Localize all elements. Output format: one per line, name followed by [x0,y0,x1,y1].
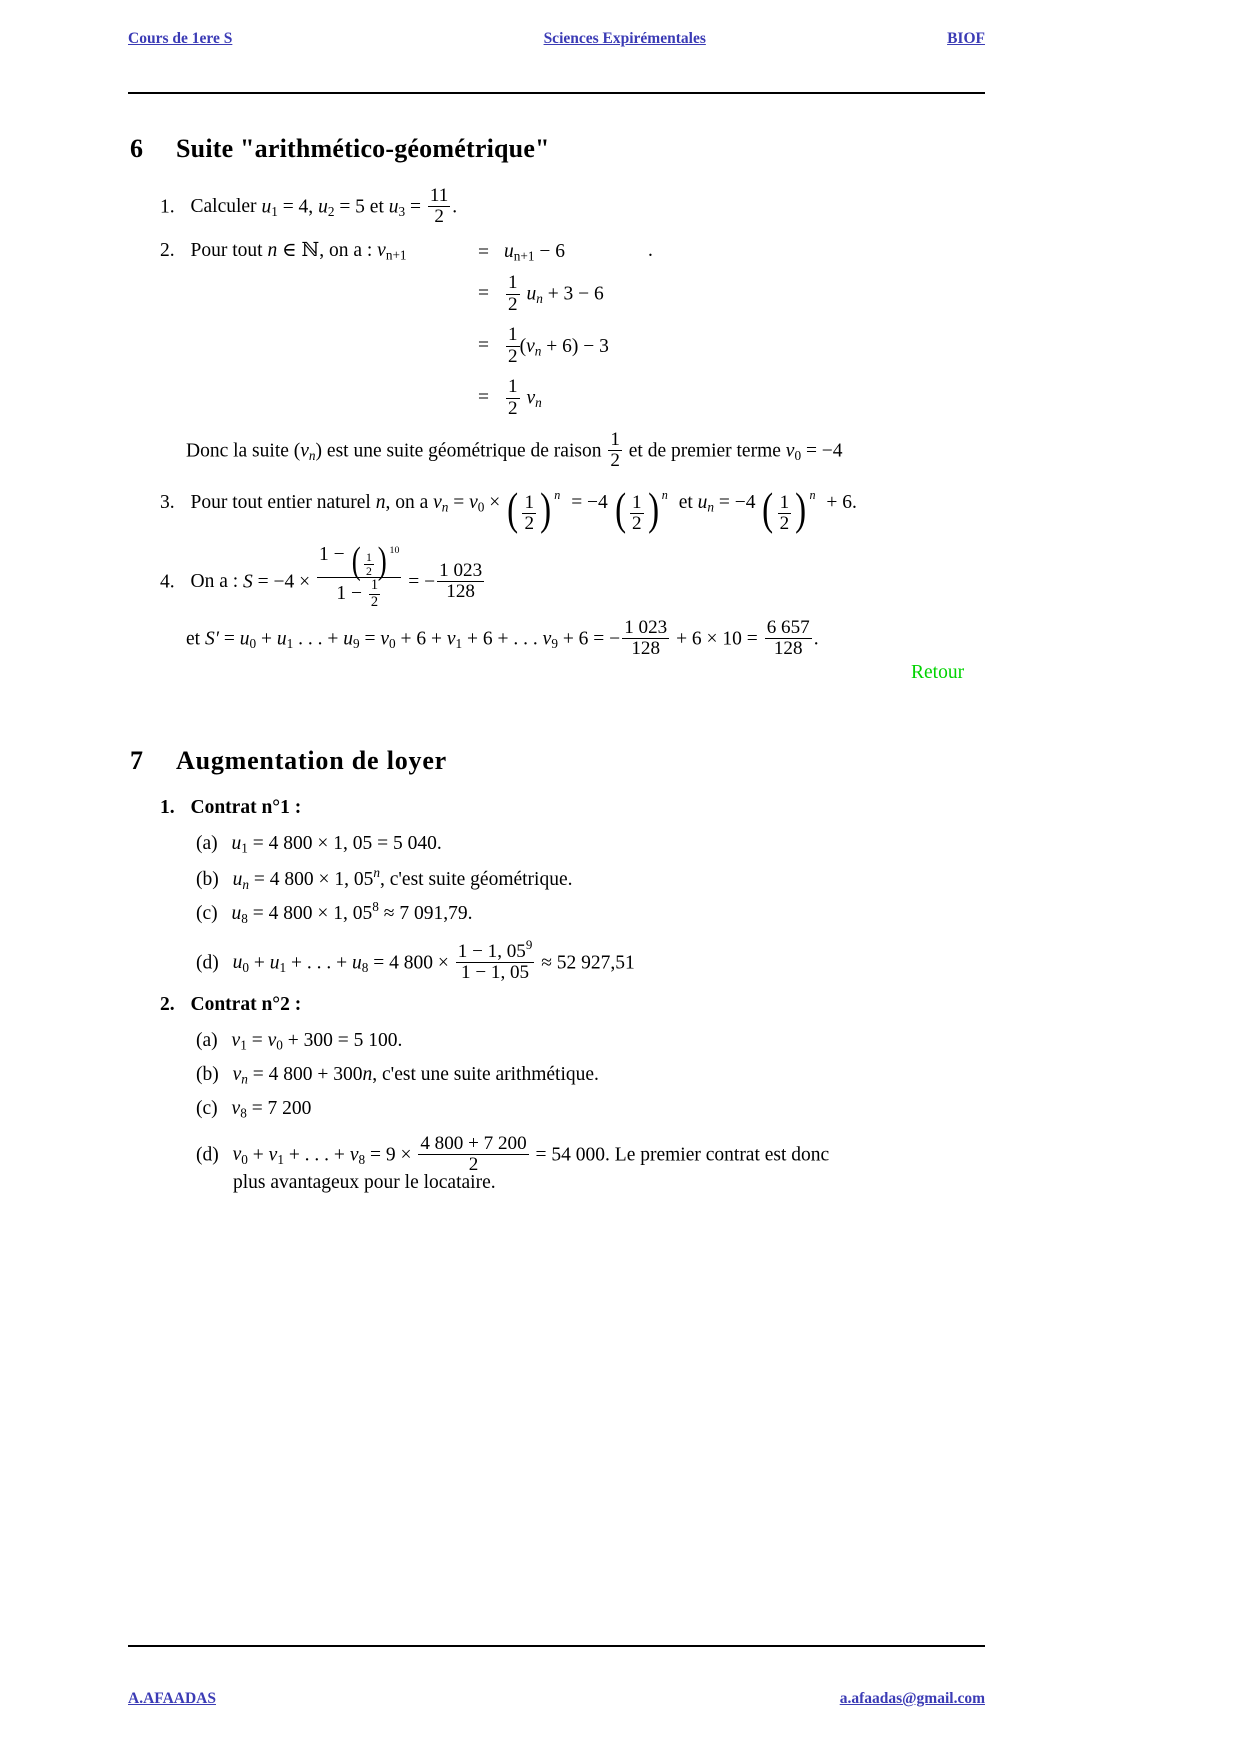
s6-item-2-text: Pour tout [190,240,263,261]
item-exponent: n [373,865,380,880]
eq-rhs: $\frac{1}{2}$ $u_n + 3 - 6$ [508,272,604,315]
s6-item-1-u2-sub: 2 [327,204,335,220]
section-heading-7 [130,746,447,776]
s6-item-1-u1: u [261,196,272,218]
inner-den: 2 [366,563,372,578]
seq-3: + 6 = − [562,628,621,650]
numerator-lead: 1 − [319,544,345,565]
eq-sign: = [478,242,489,263]
item-marker: (a) [196,833,218,854]
s6-item-4b-Sprime: S′ [204,628,219,650]
s6-item-4-eq-a: = −4 × [257,571,311,593]
item-marker: (b) [196,869,219,891]
v1-sub: 1 [455,636,463,652]
item-lhs-sub: 1 [240,1037,247,1053]
s6-item-1-eq1: = 4, [282,196,314,218]
s6-item-4b-frac-2 [765,618,812,660]
item-tail: , c'est une suite arithmétique. [372,1064,599,1085]
fraction-denominator: 2 [610,450,620,472]
s6-item-3-vn: v [433,491,442,513]
section-7-number: 7 [130,746,144,775]
fraction-numerator: 1 023 [624,617,668,638]
contract-1-marker: 1. [160,797,175,818]
inner-den: 2 [370,593,379,610]
eq-sign: = [478,335,489,356]
item-lhs2-sub: 1 [277,1152,284,1168]
footer-email[interactable]: a.afaadas@gmail.com [839,1690,985,1707]
item-lhs: v [231,1030,241,1051]
section-7-title: Augmentation de loyer [176,746,447,775]
s6-item-4b-v1: v [446,628,456,650]
s6-item-3-v0-sub: 0 [477,499,485,515]
s7-c2-item-d-line2: plus avantageux pour le locataire. [233,1172,496,1193]
s7-contract-2-heading [160,992,301,1018]
s6-item-4-main-fraction [317,541,401,610]
s6-item-1-u2: u [318,196,328,218]
s6-item-2-lead [160,238,407,265]
s6-item-4b-frac-1 [622,618,669,660]
contract-2-label: Contrat n°2 : [190,994,302,1015]
plus-1: + [260,628,272,650]
conclusion-text-c: et de premier terme [628,440,781,462]
retour-link[interactable]: Retour [911,662,965,683]
fraction-numerator [456,938,535,962]
item-rhs-sub: 0 [276,1037,283,1053]
item-lhs: u [232,869,243,891]
s6-item-4b [186,618,819,660]
s6-item-2-conclusion [186,430,843,472]
trailing-dot: . [648,240,653,261]
v9-sub: 9 [551,636,558,652]
fraction-numerator: 4 800 + 7 200 [420,1133,527,1154]
item-lhs: v [232,1064,242,1085]
fraction-numerator: 1 023 [439,560,483,582]
seq-1: + 6 + [400,628,442,650]
s6-item-1-fraction [428,186,450,228]
s6-item-3-text-c: et [678,491,693,513]
eq-sign: = [478,283,489,304]
eq-line-4 [478,372,609,424]
item-text-a: + [253,952,265,974]
item-marker: (a) [196,1030,218,1051]
s6-item-4b-u0: u [239,628,250,650]
s7-c1-item-a [196,831,442,858]
s6-item-3-vn-sub: n [441,499,449,515]
s6-item-3-n: n [375,491,386,513]
conclusion-text-b: ) est une suite géométrique de raison [315,440,602,462]
v0-sub: 0 [389,636,396,652]
item-text: = 4 800 × 1, 05 [253,869,374,891]
page-footer [128,1690,985,1708]
item-text: = [251,1030,263,1051]
s6-item-3-paren-1: ( $\frac{1}{2}$ ) $^n$ [507,483,561,535]
section-6-title: Suite "arithmético-géométrique" [176,134,550,163]
s6-item-4-eq-b: = − [408,571,436,593]
conclusion-v: v [300,440,309,462]
item-lhs2-sub: 1 [279,960,287,976]
s6-item-3 [160,483,857,535]
item-marker: (d) [196,952,219,974]
item-lhs-sub: n [242,876,249,892]
item-lhs3: u [352,952,362,974]
s7-c2-item-c [196,1096,311,1123]
s7-c2-item-a [196,1028,402,1055]
exponent-n: n [809,488,816,502]
u1-sub: 1 [286,636,294,652]
item-lhs: v [232,1144,242,1166]
s6-item-3-tail: + 6. [826,491,857,513]
end-period: . [813,628,819,650]
s6-item-2-marker: 2. [160,240,175,261]
eq-sign: = [478,387,489,408]
s6-item-2-set: ℕ [301,240,320,261]
s6-item-4-S: S [243,571,253,593]
s6-item-2-equations [478,238,609,424]
s6-item-4-marker: 4. [160,571,175,593]
s6-item-3-text-b: , on a [385,491,429,513]
item-lhs: u [232,952,243,974]
item-text: = 4 800 + 300 [252,1064,363,1085]
item-lhs-sub: 0 [241,1152,248,1168]
s6-item-4-result-fraction [437,561,484,603]
item-tail: ≈ 7 091,79. [383,903,473,925]
header-rule [128,92,985,94]
item-lhs2: u [269,952,280,974]
numerator-paren: ( $\frac{1}{2}$ ) $^{10}$ [351,541,400,583]
s6-item-3-text-a: Pour tout entier naturel [190,491,371,513]
item-text-a: + [252,1144,264,1166]
eq-line-1 [478,238,609,268]
item-lhs: u [231,903,242,925]
item-tail: + 300 = 5 100. [287,1030,403,1051]
item-lhs-sub: 1 [241,840,248,856]
s6-item-4b-v9: v [542,628,552,650]
fraction-denominator: 2 [418,1154,528,1175]
item-marker: (c) [196,903,218,925]
s6-item-3-eq-b: = −4 [571,491,608,513]
contract-2-marker: 2. [160,994,175,1015]
item-text: = 4 800 × 1, 05 = 5 040. [252,833,442,854]
s6-item-3-un-sub: n [707,499,715,515]
dots-1: . . . + [298,628,339,650]
item-lhs: v [231,1098,241,1119]
item-text-c: = 9 × [369,1144,412,1166]
fraction-denominator: 1 − 1, 05 [456,962,535,983]
s6-item-1-text: Calculer [190,196,257,218]
s6-item-1 [160,186,457,228]
s6-item-3-eq-c: = −4 [718,491,756,513]
s6-item-1-u1-sub: 1 [271,204,278,220]
header-right-link[interactable]: BIOF [947,30,985,47]
item-text: = 7 200 [251,1098,312,1119]
header-left-link[interactable]: Cours de 1ere S [128,30,233,47]
item-tail: ≈ 52 927,51 [541,952,635,974]
item-exponent: 8 [372,899,379,914]
s6-item-4-text-a: On a : [190,571,239,593]
s6-item-2-in-symbol: ∈ [282,240,297,261]
item-lhs2: v [268,1144,278,1166]
eq-b: = [364,628,376,650]
s6-item-3-paren-3: ( $\frac{1}{2}$ ) $^n$ [762,483,816,535]
exponent-n: n [554,488,561,502]
item-text-c: = 4 800 × [373,952,449,974]
s6-item-1-u3: u [388,196,399,218]
conclusion-fraction [608,430,622,472]
item-tail: , c'est suite géométrique. [380,869,573,891]
s6-item-4b-eq-a: = [223,628,235,650]
s7-c2-item-b [196,1062,599,1089]
item-text: = 4 800 × 1, 05 [252,903,373,925]
s6-item-4b-text-a: et [186,628,201,650]
item-rhs: v [267,1030,277,1051]
denominator-lead: 1 − [336,583,362,605]
s6-item-2-onadit: , on a : [319,240,373,261]
denominator-fraction [369,578,380,610]
page-header [128,30,985,48]
fraction-numerator [317,541,401,583]
fraction-numerator: 11 [429,185,449,206]
s6-item-1-eq2: = 5 et [339,196,384,218]
item-fraction [456,938,535,984]
eq-rhs: $\frac{1}{2}$ $(v_n + 6) - 3$ [508,324,609,367]
eq-line-3 [478,320,609,372]
fraction-numerator: 1 [610,429,620,450]
conclusion-v0-sub: 0 [794,448,802,464]
s6-item-3-marker: 3. [160,491,175,513]
conclusion-v0: v [785,440,795,462]
eq-rhs: $u_{n+1} - 6$ [504,241,565,264]
s6-item-3-eq-a: = [453,491,465,513]
inner-num: 1 [366,550,372,565]
item-lhs-sub: 8 [240,1105,247,1121]
s6-item-2-lhs-sub: n+1 [385,247,407,263]
item-text-b: + . . . + [291,952,348,974]
item-lhs3-sub: 8 [361,960,369,976]
eq-line-2 [478,268,609,320]
s7-c1-item-b [196,864,573,894]
conclusion-text-d: = −4 [805,440,843,462]
footer-author[interactable]: A.AFAADAS [128,1690,216,1707]
item-text-b: + . . . + [288,1144,345,1166]
item-lhs-sub: 8 [241,910,248,926]
s6-item-3-times: × [489,491,501,513]
s6-item-4 [160,541,486,610]
s6-item-1-eq3: = [410,196,422,218]
s6-item-3-paren-2: ( $\frac{1}{2}$ ) $^n$ [614,483,668,535]
s6-item-1-period: . [452,196,458,218]
s6-item-4b-u1: u [276,628,287,650]
numerator-exponent: 9 [525,937,533,952]
item-lhs-sub: 0 [242,960,249,976]
fraction-denominator: 128 [622,638,669,659]
s6-item-2-trailing-dot [648,238,653,264]
item-lhs3-sub: 8 [358,1152,366,1168]
u0-sub: 0 [249,636,257,652]
s6-item-2-lhs: v [377,240,386,261]
u9-sub: 9 [352,636,360,652]
s6-item-4b-u9: u [343,628,353,650]
eq-rhs: $\frac{1}{2}$ $v_n$ [508,376,542,419]
footer-rule [128,1645,985,1647]
s7-c1-item-c [196,898,472,928]
s6-item-4b-v0: v [380,628,389,650]
numerator-text: 1 − 1, 05 [457,941,526,963]
exponent-10: 10 [389,544,400,556]
item-marker: (d) [196,1144,219,1166]
fraction-numerator: 6 657 [766,617,810,638]
header-center-link[interactable]: Sciences Expirémentales [543,30,706,47]
item-var: n [362,1064,373,1085]
contract-1-label: Contrat n°1 : [190,797,302,818]
inner-num: 1 [370,577,379,594]
section-6-number: 6 [130,134,144,163]
s6-item-3-un: u [697,491,708,513]
conclusion-v-sub: n [308,448,316,464]
item-tail: = 54 000. Le premier contrat est donc [535,1144,830,1166]
item-marker: (b) [196,1064,219,1085]
s7-c1-item-d [196,938,635,984]
item-marker: (c) [196,1098,218,1119]
s6-item-1-u3-sub: 3 [398,204,406,220]
fraction-denominator: 128 [765,638,812,659]
s6-item-3-v0: v [469,491,478,513]
item-lhs3: v [349,1144,359,1166]
mid-text: + 6 × 10 = [676,628,758,650]
exponent-n: n [661,488,668,502]
fraction-denominator: 2 [428,206,450,227]
s7-contract-1-heading [160,795,301,821]
item-lhs: u [231,833,242,854]
s6-item-2-n: n [267,240,278,261]
s6-item-1-marker: 1. [160,196,175,218]
section-heading-6 [130,134,550,164]
conclusion-text-a: Donc la suite ( [186,440,301,462]
seq-2: + 6 + . . . [467,628,538,650]
fraction-denominator: 128 [437,581,484,602]
item-lhs-sub: n [241,1071,248,1087]
